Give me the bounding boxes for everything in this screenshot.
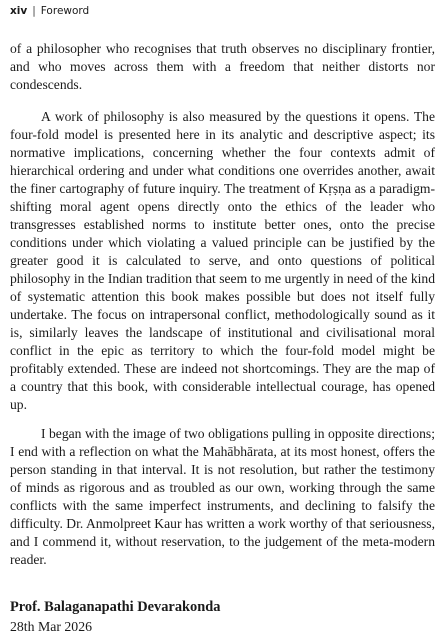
body-text xyxy=(10,40,435,569)
header-separator: | xyxy=(32,5,36,17)
paragraph: A work of philosophy is also measured by the questions it opens. The four-fold model is presented here in its analytic and descriptive aspect; its normative implications, concerning whether the four contexts admit of hierarchical ordering and under what conditions one overrides another, await the finer cartography of future inquiry. The treatment of Kṛṣṇa as a paradigm-shifting moral agent opens directly onto the ethics of the leader who transgresses established norms to institute better ones, onto the precise conditions under which violating a valued principle can be justified by the greater good it is calculated to serve, and onto questions of political philosophy in the Indian tradition that seem to me urgently in need of the kind of systematic attention this book makes possible but does not itself fully undertake. The focus on intrapersonal conflict, methodologically sound as it is, similarly leaves the landscape of institutional and civilisational moral conflict in the epic as territory to which the four-fold model might be profitably extended. These are indeed not shortcomings. They are the map of a country that this book, with considerable intellectual courage, has opened up. xyxy=(10,109,435,412)
page-number: xiv xyxy=(10,5,28,17)
signature-block xyxy=(10,598,435,636)
section-title: Foreword xyxy=(40,5,90,17)
running-head xyxy=(10,3,435,19)
paragraph: I began with the image of two obligations pulling in opposite directions; I end with a reflection on what the Mahābhārata, at its most honest, offers the person standing in that interval. It is not resolution, but rather the testimony of minds as rigorous and as troubled as our own, working through the same conflicts with the same imperfect instruments, and declining to falsify the difficulty. Dr. Anmolpreet Kaur has written a work worthy of that seriousness, and I commend it, without reservation, to the judgement of the meta-modern reader. xyxy=(10,426,435,567)
signature-date: 28th Mar 2026 xyxy=(10,619,93,634)
paragraph-continued: of a philosopher who recognises that truth observes no disciplinary frontier, and who moves across them with a freedom that neither distorts nor condescends. xyxy=(10,41,435,92)
author-name: Prof. Balaganapathi Devarakonda xyxy=(10,599,221,615)
